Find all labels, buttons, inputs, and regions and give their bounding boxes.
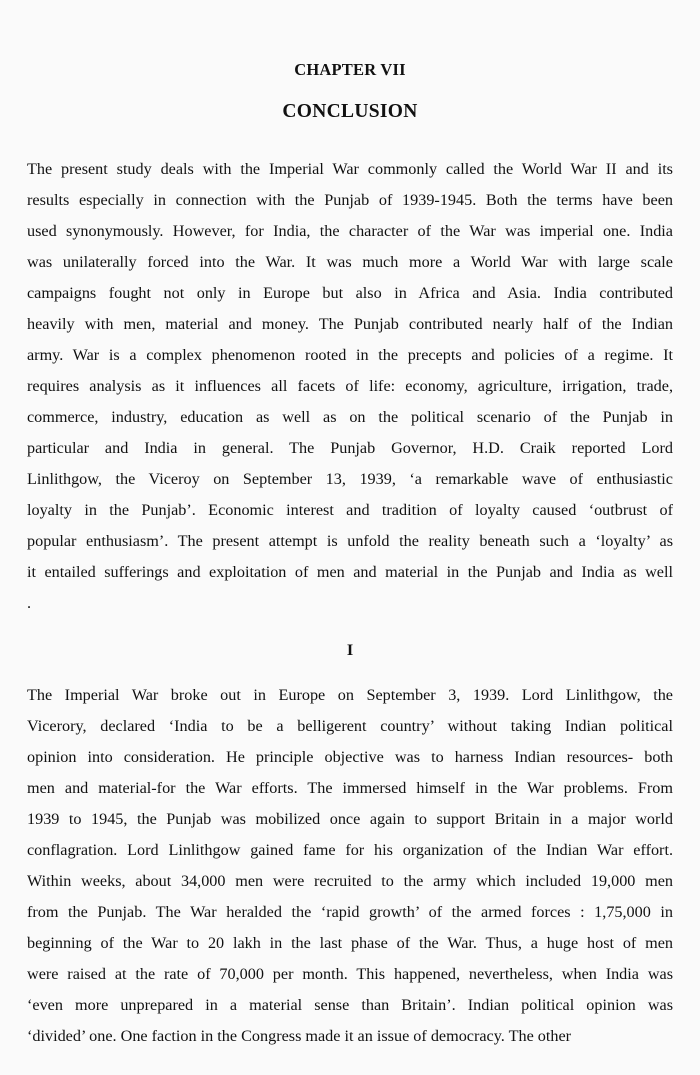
text-line: Linlithgow, the Viceroy on September 13, 1939, ‘a remarkable wave of enthusiastic bbox=[27, 470, 673, 489]
text-line: heavily with men, material and money. The Punjab contributed nearly half of the Indian bbox=[27, 315, 673, 334]
text-line: ‘divided’ one. One faction in the Congress made it an issue of democracy. The other bbox=[27, 1027, 572, 1046]
text-line: was unilaterally forced into the War. It was much more a World War with large scale bbox=[27, 253, 673, 272]
text-line: it entailed sufferings and exploitation of men and material in the Punjab and India as well bbox=[27, 563, 673, 582]
text-line: ‘even more unprepared in a material sense than Britain’. Indian political opinion was bbox=[27, 996, 673, 1015]
text-line: 1939 to 1945, the Punjab was mobilized once again to support Britain in a major world bbox=[27, 810, 673, 829]
text-line: conflagration. Lord Linlithgow gained fame for his organization of the Indian War effort. bbox=[27, 841, 673, 860]
page-title: CONCLUSION bbox=[282, 100, 418, 122]
text-line: Within weeks, about 34,000 men were recruited to the army which included 19,000 men bbox=[27, 872, 673, 891]
text-line: army. War is a complex phenomenon rooted in the precepts and policies of a regime. It bbox=[27, 346, 673, 365]
text-line: The Imperial War broke out in Europe on September 3, 1939. Lord Linlithgow, the bbox=[27, 686, 673, 705]
text-line: opinion into consideration. He principle objective was to harness Indian resources- both bbox=[27, 748, 673, 767]
text-line: popular enthusiasm’. The present attempt is unfold the reality beneath such a ‘loyalty’ as bbox=[27, 532, 673, 551]
text-line: loyalty in the Punjab’. Economic interest and tradition of loyalty caused ‘outbrust of bbox=[27, 501, 673, 520]
text-line: used synonymously. However, for India, the character of the War was imperial one. India bbox=[27, 222, 673, 241]
text-line: from the Punjab. The War heralded the ‘rapid growth’ of the armed forces : 1,75,000 in bbox=[27, 903, 673, 922]
text-line: requires analysis as it influences all facets of life: economy, agriculture, irrigation, trade, bbox=[27, 377, 673, 396]
text-line: campaigns fought not only in Europe but also in Africa and Asia. India contributed bbox=[27, 284, 673, 303]
text-line: men and material-for the War efforts. The immersed himself in the War problems. From bbox=[27, 779, 673, 798]
text-line: particular and India in general. The Punjab Governor, H.D. Craik reported Lord bbox=[27, 439, 673, 458]
text-line: The present study deals with the Imperial War commonly called the World War II and its bbox=[27, 160, 673, 179]
text-line: Vicerory, declared ‘India to be a belligerent country’ without taking Indian political bbox=[27, 717, 673, 736]
section-marker: I bbox=[346, 641, 354, 660]
paragraph-one bbox=[27, 123, 673, 619]
paragraph-two bbox=[27, 666, 673, 1052]
text-line: commerce, industry, education as well as on the political scenario of the Punjab in bbox=[27, 408, 673, 427]
text-line: . bbox=[27, 594, 32, 613]
chapter-heading: CHAPTER VII bbox=[294, 60, 406, 79]
text-line: beginning of the War to 20 lakh in the last phase of the War. Thus, a huge host of men bbox=[27, 934, 673, 953]
text-line: were raised at the rate of 70,000 per month. This happened, nevertheless, when India was bbox=[27, 965, 673, 984]
text-line: results especially in connection with the Punjab of 1939-1945. Both the terms have been bbox=[27, 191, 673, 210]
